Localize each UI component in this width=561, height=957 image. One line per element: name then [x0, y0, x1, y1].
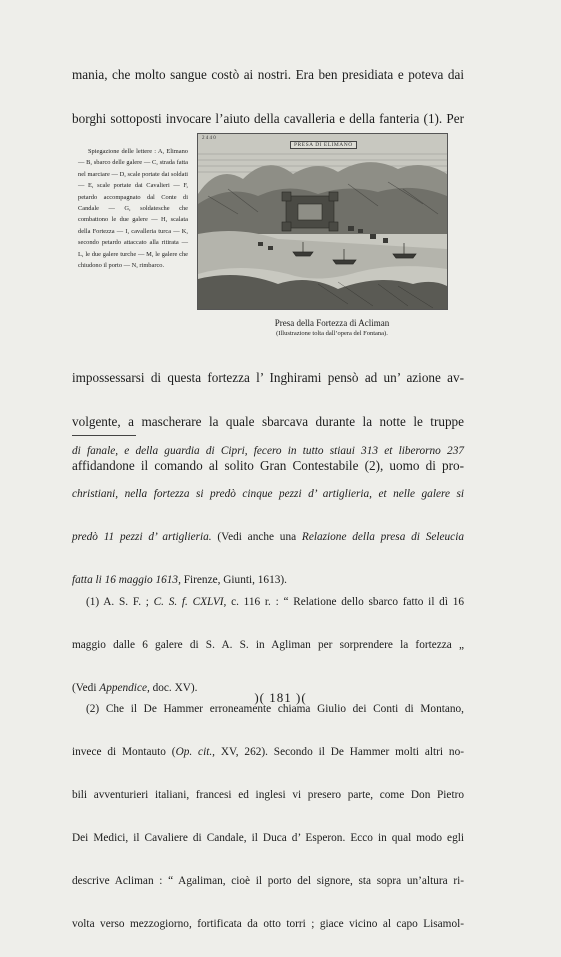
- footnote-line: di fanale, e della guardia di Cipri, fecero in tutto stiaui 313 et liberorno 237: [72, 445, 464, 457]
- footnote-2: (2) Che il De Hammer erroneamente chiama Giulio dei Conti di Montano,: [86, 703, 464, 715]
- footnote-line: Dei Medici, il Cavaliere di Candale, il Duca d’ Esperon. Ecco in qual modo egli: [72, 832, 464, 844]
- engraving-corner-number: 2 4 4 0: [202, 136, 216, 141]
- engraving-illustration: [197, 133, 448, 310]
- footnote-line: invece di Montauto (Op. cit., XV, 262). Secondo il De Hammer molti altri no-: [72, 746, 464, 758]
- footnote-line: volta verso mezzogiorno, fortificata da otto torri ; giace vicino al capo Lisamol-: [72, 918, 464, 930]
- text-line: mania, che molto sangue costò ai nostri. Era ben presidiata e poteva dai: [72, 67, 464, 82]
- figure-legend: [78, 146, 188, 271]
- footnote-line: fatta li 16 maggio 1613, Firenze, Giunti, 1613).: [72, 574, 287, 586]
- figure-caption: [232, 318, 432, 338]
- footnote-line: predò 11 pezzi d’ artiglieria. (Vedi anche una Relazione della presa di Seleucia: [72, 531, 464, 543]
- text-line: affidandone il comando al solito Gran Contestabile (2), uomo di pro-: [72, 458, 464, 473]
- footnote-1: (1) A. S. F. ; C. S. f. CXLVI, c. 116 r. : “ Relatione dello sbarco fatto il dì 16: [86, 595, 464, 608]
- footnote-line: bili avventurieri italiani, francesi ed inglesi vi presero parte, come Don Pietro: [72, 789, 464, 801]
- fortress-engraving: [198, 134, 447, 309]
- text-line: impossessarsi di questa fortezza l’ Inghirami pensò ad un’ azione av-: [72, 370, 464, 385]
- legend-text: Spiegazione delle lettere : A, Elimano — B, sbarco delle galere — C, strada fatta nel marciare — D, scale portate dai soldati — E, scale portate dai Cavalieri — F, petardo accompagnato dal Conte di Candale — G, soldatesche che combattono le due galere — H, scalata della Fortezza — I, cavalleria turca — K, secondo petardo attaccato alla ritirata — L, le due galere turche — M, le galere che chiudono il porto — N, rimbarco.: [78, 148, 188, 270]
- page-number: )( 181 )(: [254, 690, 307, 705]
- footnote-line: christiani, nella fortezza si predò cinque pezzi d’ artiglieria, et nelle galere si: [72, 488, 464, 500]
- caption-title: Presa della Fortezza di Acliman: [274, 318, 390, 328]
- footnote-line: (Vedi Appendice, doc. XV).: [72, 681, 198, 694]
- text-line: volgente, a mascherare la quale sbarcava durante la notte le truppe: [72, 414, 464, 429]
- footnote-separator: [72, 435, 136, 436]
- footnote-line: descrive Acliman : “ Agaliman, cioè il porto del signore, sta sopra un’altura ri-: [72, 875, 464, 887]
- footnote-line: maggio dalle 6 galere di S. A. S. in Agliman per sorprendere la fortezza „: [72, 638, 464, 651]
- engraving-title-cartouche: PRESA DI ELIMANO: [290, 141, 357, 149]
- text-line: borghi sottoposti invocare l’aiuto della cavalleria e della fanteria (1). Per: [72, 111, 464, 126]
- caption-credit: (Illustrazione tolta dall’opera del Fontana).: [276, 330, 388, 337]
